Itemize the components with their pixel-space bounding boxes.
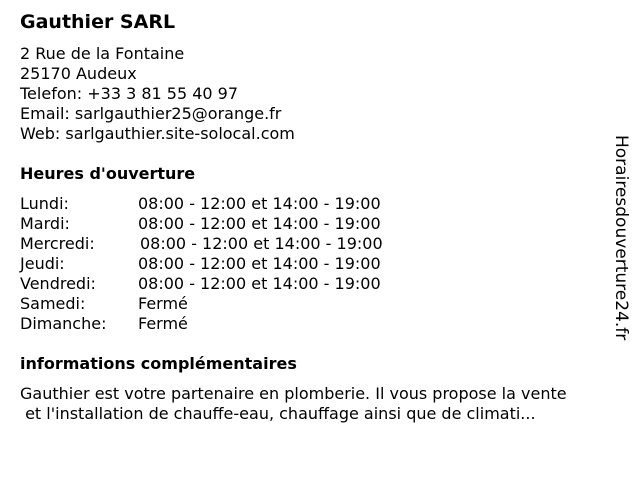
day-label: Mercredi: <box>20 234 95 253</box>
day-hours: Fermé <box>138 294 188 313</box>
day-label: Lundi: <box>20 194 69 213</box>
email-line: Email: sarlgauthier25@orange.fr <box>20 104 282 123</box>
business-name: Gauthier SARL <box>20 11 176 33</box>
day-hours: 08:00 - 12:00 et 14:00 - 19:00 <box>140 234 383 253</box>
day-hours: 08:00 - 12:00 et 14:00 - 19:00 <box>138 254 381 273</box>
address-street: 2 Rue de la Fontaine <box>20 44 185 63</box>
site-watermark: Horairesdouverture24.fr <box>611 135 631 341</box>
day-label: Dimanche: <box>20 314 107 333</box>
info-line-1: Gauthier est votre partenaire en plomberie. Il vous propose la vente <box>20 384 567 403</box>
day-hours: 08:00 - 12:00 et 14:00 - 19:00 <box>138 274 381 293</box>
day-hours: 08:00 - 12:00 et 14:00 - 19:00 <box>138 194 381 213</box>
additional-info-text <box>20 384 567 424</box>
additional-info-heading: informations complémentaires <box>20 354 297 373</box>
address-city: 25170 Audeux <box>20 64 137 83</box>
opening-hours-heading: Heures d'ouverture <box>20 164 196 183</box>
day-hours: 08:00 - 12:00 et 14:00 - 19:00 <box>138 214 381 233</box>
info-line-2: et l'installation de chauffe-eau, chauffage ainsi que de climati... <box>20 404 536 423</box>
day-label: Mardi: <box>20 214 70 233</box>
day-hours: Fermé <box>138 314 188 333</box>
day-label: Samedi: <box>20 294 86 313</box>
day-label: Jeudi: <box>20 254 65 273</box>
web-line: Web: sarlgauthier.site-solocal.com <box>20 124 295 143</box>
contact-block <box>20 44 295 144</box>
phone-line: Telefon: +33 3 81 55 40 97 <box>20 84 239 103</box>
day-label: Vendredi: <box>20 274 96 293</box>
